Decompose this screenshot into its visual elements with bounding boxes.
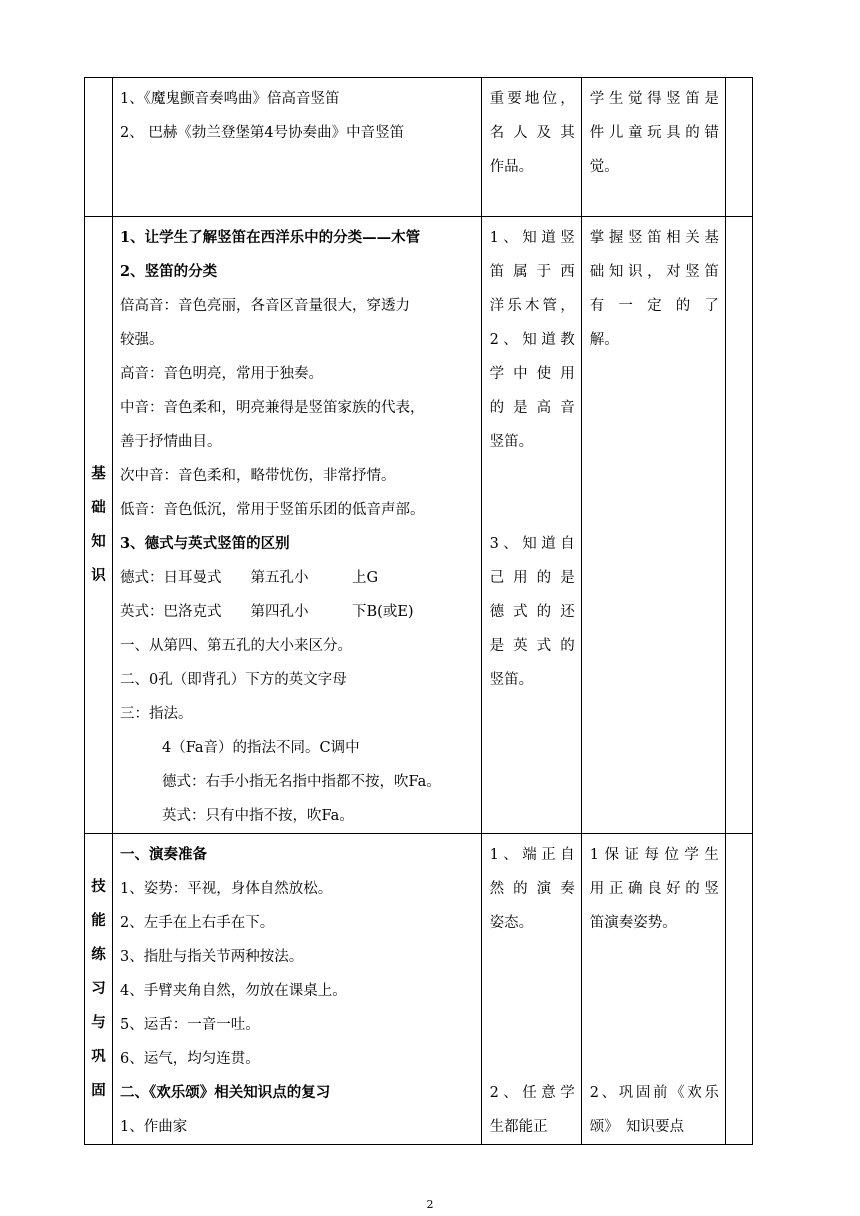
content-cell [113, 78, 482, 217]
purpose-cell [581, 217, 725, 834]
content-line: 4、手臂夹角自然，勿放在课桌上。 [120, 983, 347, 999]
cell-line: 2、任意学 [489, 1085, 575, 1101]
spacer-line [590, 974, 719, 1008]
content-line: 英式：巴洛克式 第四孔小 下B(或E) [120, 604, 414, 620]
cell-line: 洋乐木管， [489, 298, 575, 314]
spacer-line [590, 1042, 719, 1076]
category-char: 能 [91, 912, 106, 929]
content-line: 较强。 [120, 332, 164, 348]
content-line: 3、指肚与指关节两种按法。 [120, 949, 304, 965]
table-row [85, 834, 753, 1145]
content-line: 一、从第四、第五孔的大小来区分。 [120, 638, 353, 654]
cell-line: 学中使用 [489, 366, 575, 382]
content-line: 1、让学生了解竖笛在西洋乐中的分类——木管 [120, 229, 421, 246]
cell-line: 解。 [589, 332, 619, 348]
page-number: 2 [426, 1198, 434, 1211]
lesson-plan-table [84, 77, 753, 1145]
cell-line: 姿态。 [489, 915, 534, 931]
spacer-line [490, 493, 575, 527]
content-line: 一、演奏准备 [120, 846, 208, 863]
cell-line: 础知识，对竖笛 [589, 264, 719, 280]
cell-line: 有一定的了 [589, 298, 719, 314]
spacer-line [490, 974, 575, 1008]
content-line: 2、左手在上右手在下。 [120, 915, 275, 931]
content-line: 1、《魔鬼颤音奏鸣曲》倍高音竖笛 [120, 91, 340, 107]
content-line: 二、0孔（即背孔）下方的英文字母 [120, 672, 347, 688]
category-char: 与 [91, 1014, 106, 1031]
content-line: 1、作曲家 [120, 1119, 188, 1135]
cell-line: 2、巩固前《欢乐 [589, 1085, 719, 1101]
content-line: 善于抒情曲目。 [120, 434, 222, 450]
spacer-line [490, 459, 575, 493]
category-cell [85, 834, 113, 1145]
content-line: 英式：只有中指不按，吹Fa。 [162, 808, 354, 824]
cell-line: 1保证每位学生 [589, 847, 719, 863]
spacer-line [590, 1008, 719, 1042]
category-char: 习 [91, 980, 106, 997]
cell-line: 然的演奏 [489, 881, 575, 897]
category-char: 固 [91, 1082, 106, 1099]
category-char: 技 [91, 878, 106, 895]
cell-line: 己用的是 [489, 570, 575, 586]
content-line: 低音：音色低沉，常用于竖笛乐团的低音声部。 [120, 502, 425, 518]
cell-line: 觉。 [589, 159, 619, 175]
cell-line: 的是高音 [489, 400, 575, 416]
content-line: 2、竖笛的分类 [120, 263, 218, 280]
cell-line: 笛演奏姿势。 [589, 915, 677, 931]
objectives-cell [481, 834, 581, 1145]
cell-line: 1、知道竖 [489, 230, 575, 246]
category-char: 练 [91, 946, 106, 963]
content-line: 德式：右手小指无名指中指都不按，吹Fa。 [162, 774, 441, 790]
cell-line: 名人及其 [489, 125, 575, 141]
cell-line: 件儿童玩具的错 [589, 125, 719, 141]
cell-line: 学生觉得竖笛是 [589, 91, 719, 107]
cell-line: 竖笛。 [489, 434, 534, 450]
cell-line: 2、知道教 [489, 332, 575, 348]
content-line: 1、姿势：平视，身体自然放松。 [120, 881, 333, 897]
spacer-line [490, 1042, 575, 1076]
purpose-cell [581, 78, 725, 217]
cell-line: 笛属于西 [489, 264, 575, 280]
notes-cell [725, 834, 752, 1145]
cell-line: 1、端正自 [489, 847, 575, 863]
content-line: 二、《欢乐颂》相关知识点的复习 [120, 1084, 331, 1101]
spacer-line [490, 940, 575, 974]
category-char: 基 [91, 465, 106, 482]
cell-line: 德式的还 [489, 604, 575, 620]
spacer-line [490, 1008, 575, 1042]
spacer-line [590, 940, 719, 974]
category-cell [85, 78, 113, 217]
objectives-cell [481, 78, 581, 217]
cell-line: 是英式的 [489, 638, 575, 654]
cell-line: 3、知道自 [489, 536, 575, 552]
content-line: 中音：音色柔和，明亮兼得是竖笛家族的代表， [120, 400, 425, 416]
content-line: 高音：音色明亮，常用于独奏。 [120, 366, 324, 382]
cell-line: 重要地位， [489, 91, 575, 107]
content-line: 4（Fa音）的指法不同。C调中 [162, 740, 360, 756]
content-line: 次中音：音色柔和，略带忧伤，非常抒情。 [120, 468, 396, 484]
objectives-cell [481, 217, 581, 834]
content-cell [113, 217, 482, 834]
cell-line: 生都能正 [489, 1119, 548, 1135]
cell-line: 竖笛。 [489, 672, 534, 688]
notes-cell [725, 78, 752, 217]
category-char: 巩 [91, 1048, 106, 1065]
category-cell [85, 217, 113, 834]
content-line: 5、运舌：一音一吐。 [120, 1017, 260, 1033]
content-line: 6、运气，均匀连贯。 [120, 1051, 260, 1067]
content-line: 三：指法。 [120, 706, 193, 722]
category-char: 础 [91, 499, 106, 516]
notes-cell [725, 217, 752, 834]
table-row [85, 78, 753, 217]
category-char: 知 [91, 533, 106, 550]
content-line: 3、德式与英式竖笛的区别 [120, 535, 290, 552]
content-line: 德式：日耳曼式 第五孔小 上G [120, 570, 379, 586]
content-cell [113, 834, 482, 1145]
cell-line: 颂》 知识要点 [589, 1119, 684, 1135]
content-line: 2、 巴赫《勃兰登堡第4号协奏曲》中音竖笛 [120, 125, 405, 141]
category-char: 识 [91, 567, 106, 584]
cell-line: 用正确良好的竖 [589, 881, 719, 897]
content-line: 倍高音：音色亮丽，各音区音量很大，穿透力 [120, 298, 411, 314]
table-row [85, 217, 753, 834]
cell-line: 作品。 [489, 159, 534, 175]
purpose-cell [581, 834, 725, 1145]
cell-line: 掌握竖笛相关基 [589, 230, 719, 246]
